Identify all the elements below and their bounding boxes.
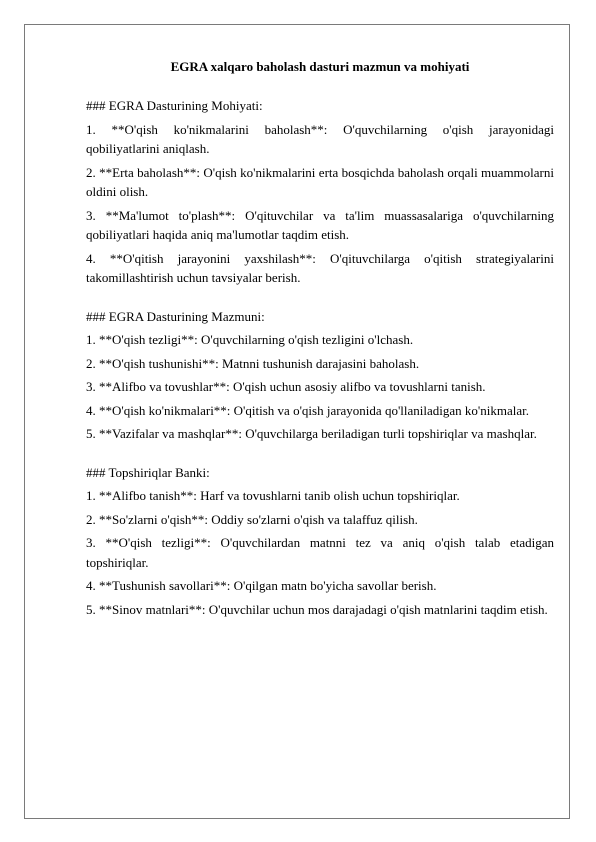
section-heading: ### EGRA Dasturining Mohiyati:: [86, 98, 263, 113]
section-heading: ### EGRA Dasturining Mazmuni:: [86, 308, 265, 324]
list-item: 4. **O'qish ko'nikmalari**: O'qitish va o'qish jarayonida qo'llaniladigan ko'nikmalar.: [86, 402, 529, 418]
list-item: 3. **Ma'lumot to'plash**: O'qituvchilar va ta'lim muassasalariga o'quvchilarning qobiliyatlari haqida aniq ma'lumotlar taqdim etish.: [86, 207, 554, 242]
list-item: 5. **Vazifalar va mashqlar**: O'quvchilarga beriladigan turli topshiriqlar va mashqlar.: [86, 426, 537, 441]
list-item: 4. **Tushunish savollari**: O'qilgan matn bo'yicha savollar berish.: [86, 578, 437, 593]
section-topshiriqlar-banki: [86, 463, 554, 620]
list-item: 1. **O'qish tezligi**: O'quvchilarning o'qish tezligini o'lchash.: [86, 332, 414, 347]
list-item: 2. **O'qish tushunishi**: Matnni tushunish darajasini baholash.: [86, 355, 420, 371]
document-title: EGRA xalqaro baholash dasturi mazmun va mohiyati: [170, 59, 470, 74]
list-item: 1. **O'qish ko'nikmalarini baholash**: O'quvchilarning o'qish jarayonidagi qobiliyatlarini aniqlash.: [86, 121, 554, 156]
section-mazmuni: [86, 307, 554, 444]
list-item: 3. **Alifbo va tovushlar**: O'qish uchun asosiy alifbo va tovushlarni tanish.: [86, 379, 486, 394]
list-item: 4. **O'qitish jarayonini yaxshilash**: O'qituvchilarga o'qitish strategiyalarini takomillashtirish uchun tavsiyalar berish.: [86, 250, 554, 285]
section-mohiyati: [86, 96, 554, 288]
document-body: [86, 57, 554, 638]
list-item: 3. **O'qish tezligi**: O'quvchilardan matnni tez va aniq o'qish talab etadigan topshiriqlar.: [86, 535, 554, 570]
list-item: 1. **Alifbo tanish**: Harf va tovushlarni tanib olish uchun topshiriqlar.: [86, 488, 460, 503]
list-item: 2. **Erta baholash**: O'qish ko'nikmalarini erta bosqichda baholash orqali muammolarni oldini olish.: [86, 164, 554, 199]
list-item: 2. **So'zlarni o'qish**: Oddiy so'zlarni o'qish va talaffuz qilish.: [86, 511, 418, 527]
list-item: 5. **Sinov matnlari**: O'quvchilar uchun mos darajadagi o'qish matnlarini taqdim etish.: [86, 601, 548, 617]
section-heading: ### Topshiriqlar Banki:: [86, 464, 210, 480]
